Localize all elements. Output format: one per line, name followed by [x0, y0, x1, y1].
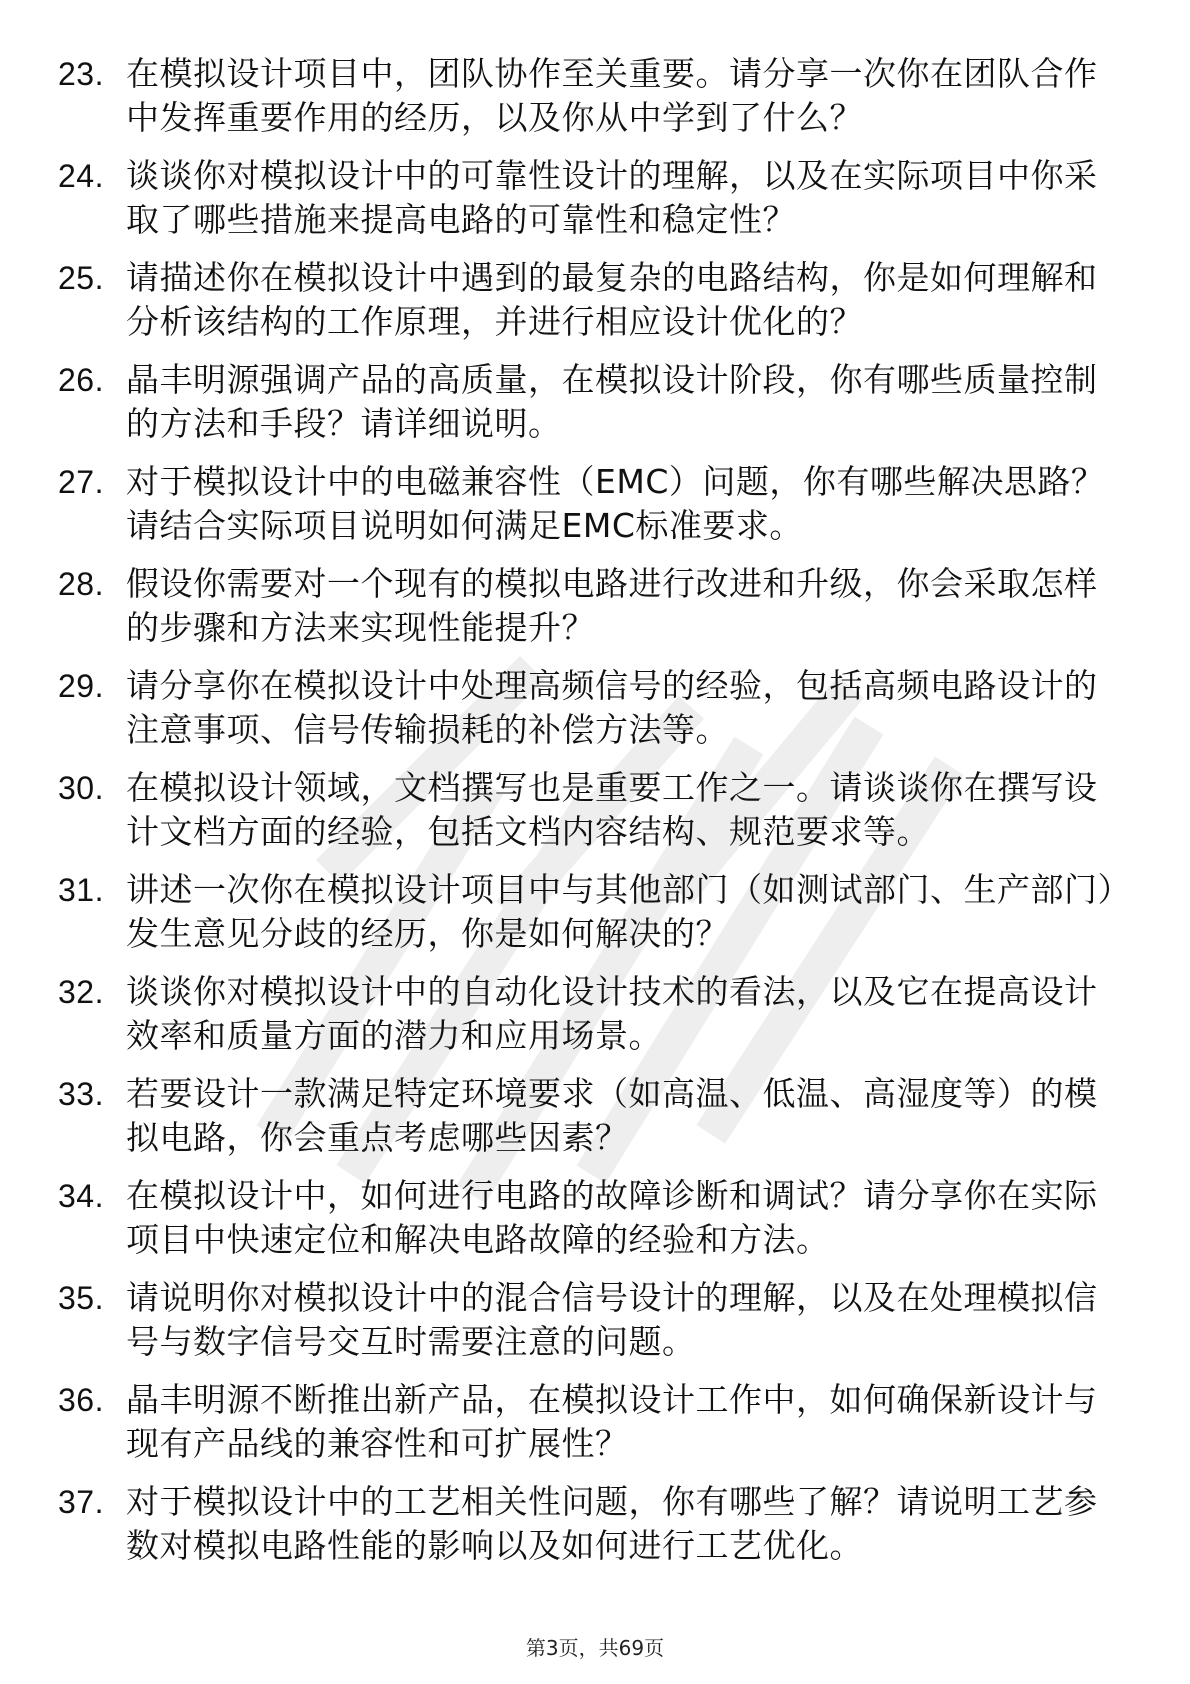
- question-number: 24.: [58, 158, 104, 194]
- question-item: [58, 154, 1118, 256]
- question-number: 25.: [58, 260, 104, 296]
- question-number: 36.: [58, 1382, 104, 1418]
- question-item: [58, 970, 1118, 1072]
- question-text: 对于模拟设计中的工艺相关性问题，你有哪些了解？请说明工艺参数对模拟电路性能的影响以及如何进行工艺优化。: [126, 1482, 1098, 1565]
- question-item: [58, 1378, 1118, 1480]
- question-number: 32.: [58, 974, 104, 1010]
- question-number: 27.: [58, 464, 104, 500]
- question-text: 在模拟设计中，如何进行电路的故障诊断和调试？请分享你在实际项目中快速定位和解决电路故障的经验和方法。: [126, 1176, 1098, 1259]
- question-text: 谈谈你对模拟设计中的可靠性设计的理解，以及在实际项目中你采取了哪些措施来提高电路的可靠性和稳定性？: [126, 156, 1098, 239]
- question-item: [58, 868, 1118, 970]
- page-footer: 第3页，共69页: [525, 1636, 665, 1660]
- question-text: 请分享你在模拟设计中处理高频信号的经验，包括高频电路设计的注意事项、信号传输损耗的补偿方法等。: [126, 666, 1098, 749]
- question-number: 29.: [58, 668, 104, 704]
- question-text: 晶丰明源不断推出新产品，在模拟设计工作中，如何确保新设计与现有产品线的兼容性和可扩展性？: [126, 1380, 1098, 1463]
- question-text: 在模拟设计领域，文档撰写也是重要工作之一。请谈谈你在撰写设计文档方面的经验，包括文档内容结构、规范要求等。: [126, 768, 1098, 851]
- question-number: 28.: [58, 566, 104, 602]
- question-text: 对于模拟设计中的电磁兼容性（EMC）问题，你有哪些解决思路？请结合实际项目说明如何满足EMC标准要求。: [126, 462, 1105, 545]
- question-number: 26.: [58, 362, 104, 398]
- question-text: 谈谈你对模拟设计中的自动化设计技术的看法，以及它在提高设计效率和质量方面的潜力和应用场景。: [126, 972, 1098, 1055]
- question-item: [58, 1174, 1118, 1276]
- question-item: [58, 664, 1118, 766]
- question-number: 33.: [58, 1076, 104, 1112]
- question-text: 请描述你在模拟设计中遇到的最复杂的电路结构，你是如何理解和分析该结构的工作原理，并进行相应设计优化的？: [126, 258, 1098, 341]
- question-number: 37.: [58, 1484, 104, 1520]
- question-text: 请说明你对模拟设计中的混合信号设计的理解，以及在处理模拟信号与数字信号交互时需要注意的问题。: [126, 1278, 1098, 1361]
- question-item: [58, 256, 1118, 358]
- question-item: [58, 766, 1118, 868]
- question-number: 35.: [58, 1280, 104, 1316]
- question-item: [58, 358, 1118, 460]
- question-item: [58, 52, 1118, 154]
- question-text: 若要设计一款满足特定环境要求（如高温、低温、高湿度等）的模拟电路，你会重点考虑哪些因素？: [126, 1074, 1098, 1157]
- question-number: 23.: [58, 56, 104, 92]
- question-item: [58, 1276, 1118, 1378]
- question-text: 讲述一次你在模拟设计项目中与其他部门（如测试部门、生产部门）发生意见分歧的经历，你是如何解决的？: [126, 870, 1115, 953]
- question-text: 在模拟设计项目中，团队协作至关重要。请分享一次你在团队合作中发挥重要作用的经历，以及你从中学到了什么？: [126, 54, 1098, 137]
- question-item: [58, 562, 1118, 664]
- question-text: 晶丰明源强调产品的高质量，在模拟设计阶段，你有哪些质量控制的方法和手段？请详细说明。: [126, 360, 1098, 443]
- question-list: [58, 52, 1118, 1582]
- question-item: [58, 1480, 1118, 1582]
- question-number: 31.: [58, 872, 104, 908]
- question-text: 假设你需要对一个现有的模拟电路进行改进和升级，你会采取怎样的步骤和方法来实现性能提升？: [126, 564, 1098, 647]
- question-number: 30.: [58, 770, 104, 806]
- question-item: [58, 1072, 1118, 1174]
- question-number: 34.: [58, 1178, 104, 1214]
- question-item: [58, 460, 1118, 562]
